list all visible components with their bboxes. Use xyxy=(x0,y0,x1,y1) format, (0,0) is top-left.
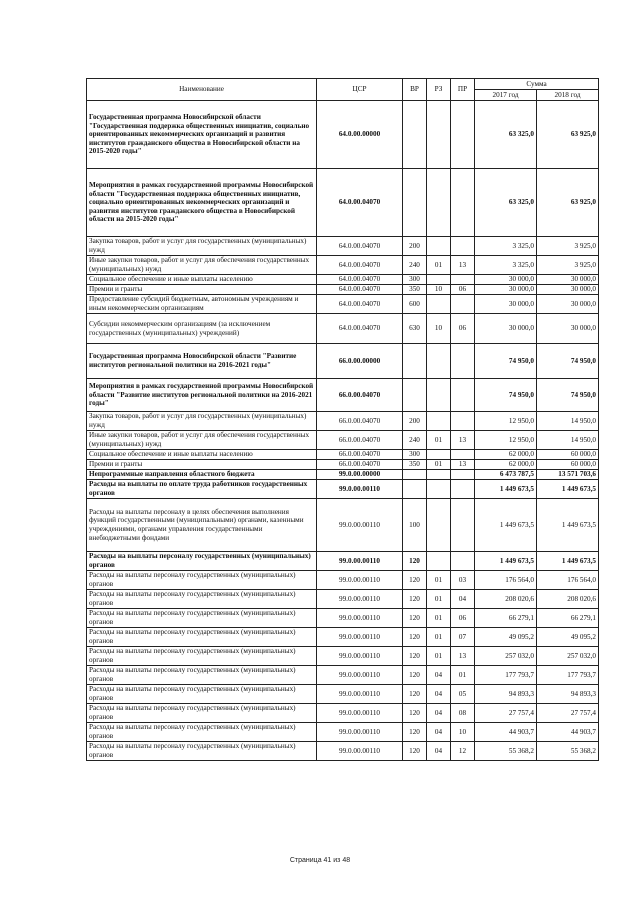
row-sum-2018: 1 449 673,5 xyxy=(537,552,599,571)
row-vr: 120 xyxy=(403,685,427,704)
row-rz: 01 xyxy=(427,609,451,628)
table-body xyxy=(87,101,599,761)
row-name: Премии и гранты xyxy=(87,285,317,295)
table-row xyxy=(87,344,599,379)
row-rz xyxy=(427,499,451,552)
row-sum-2018: 208 020,6 xyxy=(537,590,599,609)
row-sum-2017: 27 757,4 xyxy=(475,704,537,723)
row-sum-2017: 62 000,0 xyxy=(475,460,537,470)
row-pr xyxy=(451,295,475,314)
row-sum-2018: 14 950,0 xyxy=(537,431,599,450)
row-vr: 600 xyxy=(403,295,427,314)
row-name: Премии и гранты xyxy=(87,460,317,470)
row-pr xyxy=(451,344,475,379)
row-sum-2018: 74 950,0 xyxy=(537,379,599,412)
row-csr-code: 99.0.00.00110 xyxy=(317,723,403,742)
row-rz: 04 xyxy=(427,704,451,723)
table-row xyxy=(87,666,599,685)
row-vr: 350 xyxy=(403,460,427,470)
row-pr: 05 xyxy=(451,685,475,704)
budget-table xyxy=(86,78,599,761)
row-pr xyxy=(451,499,475,552)
row-vr: 120 xyxy=(403,571,427,590)
row-rz: 04 xyxy=(427,666,451,685)
row-pr: 06 xyxy=(451,285,475,295)
row-sum-2017: 74 950,0 xyxy=(475,344,537,379)
row-pr: 12 xyxy=(451,742,475,761)
table-row xyxy=(87,742,599,761)
row-sum-2018: 66 279,1 xyxy=(537,609,599,628)
row-sum-2017: 66 279,1 xyxy=(475,609,537,628)
row-pr: 08 xyxy=(451,704,475,723)
row-rz xyxy=(427,275,451,285)
row-sum-2017: 1 449 673,5 xyxy=(475,552,537,571)
row-name: Иные закупки товаров, работ и услуг для обеспечения государственных (муниципальных) нужд xyxy=(87,431,317,450)
row-sum-2018: 30 000,0 xyxy=(537,314,599,344)
row-csr-code: 64.0.00.00000 xyxy=(317,101,403,169)
row-sum-2018: 257 032,0 xyxy=(537,647,599,666)
row-pr xyxy=(451,379,475,412)
row-sum-2017: 44 903,7 xyxy=(475,723,537,742)
page-footer: Страница 41 из 48 xyxy=(289,857,351,864)
row-sum-2018: 94 893,3 xyxy=(537,685,599,704)
header-sum: Сумма xyxy=(475,79,599,90)
row-rz xyxy=(427,344,451,379)
row-sum-2017: 62 000,0 xyxy=(475,450,537,460)
row-vr: 300 xyxy=(403,450,427,460)
row-vr xyxy=(403,169,427,237)
row-csr-code: 99.0.00.00110 xyxy=(317,590,403,609)
table-row xyxy=(87,685,599,704)
row-sum-2018: 3 925,0 xyxy=(537,237,599,256)
row-sum-2018: 60 000,0 xyxy=(537,450,599,460)
row-rz: 01 xyxy=(427,460,451,470)
row-vr: 120 xyxy=(403,742,427,761)
table-row xyxy=(87,431,599,450)
row-csr-code: 66.0.00.04070 xyxy=(317,412,403,431)
row-name: Расходы на выплаты персоналу государственных (муниципальных) органов xyxy=(87,742,317,761)
row-name: Расходы на выплаты персоналу государственных (муниципальных) органов xyxy=(87,666,317,685)
row-sum-2018: 44 903,7 xyxy=(537,723,599,742)
row-rz: 01 xyxy=(427,628,451,647)
row-name: Расходы на выплаты персоналу государственных (муниципальных) органов xyxy=(87,647,317,666)
row-vr: 630 xyxy=(403,314,427,344)
row-sum-2018: 1 449 673,5 xyxy=(537,499,599,552)
row-sum-2018: 3 925,0 xyxy=(537,256,599,275)
table-row xyxy=(87,723,599,742)
row-sum-2017: 177 793,7 xyxy=(475,666,537,685)
row-sum-2017: 30 000,0 xyxy=(475,275,537,285)
row-vr xyxy=(403,379,427,412)
table-row xyxy=(87,237,599,256)
row-sum-2017: 1 449 673,5 xyxy=(475,480,537,499)
row-vr: 240 xyxy=(403,431,427,450)
row-name: Субсидии некоммерческим организациям (за исключением государственных (муниципальных) учреждений) xyxy=(87,314,317,344)
row-rz xyxy=(427,237,451,256)
row-sum-2017: 3 325,0 xyxy=(475,237,537,256)
table-row xyxy=(87,412,599,431)
table-row xyxy=(87,470,599,480)
row-sum-2017: 12 950,0 xyxy=(475,412,537,431)
row-pr xyxy=(451,552,475,571)
row-sum-2017: 63 325,0 xyxy=(475,169,537,237)
row-csr-code: 99.0.00.00000 xyxy=(317,470,403,480)
row-vr: 120 xyxy=(403,609,427,628)
row-sum-2018: 60 000,0 xyxy=(537,460,599,470)
row-sum-2018: 14 950,0 xyxy=(537,412,599,431)
row-sum-2018: 13 571 703,6 xyxy=(537,470,599,480)
row-csr-code: 99.0.00.00110 xyxy=(317,647,403,666)
header-year-2018: 2018 год xyxy=(537,90,599,101)
row-sum-2017: 74 950,0 xyxy=(475,379,537,412)
row-name: Закупка товаров, работ и услуг для государственных (муниципальных) нужд xyxy=(87,237,317,256)
row-pr: 13 xyxy=(451,256,475,275)
row-vr: 120 xyxy=(403,723,427,742)
table-row xyxy=(87,480,599,499)
row-pr xyxy=(451,450,475,460)
row-sum-2018: 1 449 673,5 xyxy=(537,480,599,499)
row-rz: 04 xyxy=(427,723,451,742)
row-sum-2017: 30 000,0 xyxy=(475,285,537,295)
row-name: Расходы на выплаты персоналу государственных (муниципальных) органов xyxy=(87,628,317,647)
row-sum-2017: 208 020,6 xyxy=(475,590,537,609)
row-sum-2018: 55 368,2 xyxy=(537,742,599,761)
row-csr-code: 66.0.00.04070 xyxy=(317,431,403,450)
table-row xyxy=(87,450,599,460)
header-year-2017: 2017 год xyxy=(475,90,537,101)
table-row xyxy=(87,314,599,344)
row-name: Мероприятия в рамках государственной программы Новосибирской области "Государственная поддержка общественных инициатив, социально ориентированных некоммерческих организаций и развития институтов гражданского общества в Новосибирской области на 2015-2020 годы" xyxy=(87,169,317,237)
row-csr-code: 64.0.00.04070 xyxy=(317,275,403,285)
table-row xyxy=(87,275,599,285)
row-sum-2017: 6 473 787,5 xyxy=(475,470,537,480)
row-sum-2017: 3 325,0 xyxy=(475,256,537,275)
row-csr-code: 66.0.00.04070 xyxy=(317,379,403,412)
row-pr: 01 xyxy=(451,666,475,685)
table-row xyxy=(87,590,599,609)
row-csr-code: 99.0.00.00110 xyxy=(317,552,403,571)
row-name: Расходы на выплаты персоналу государственных (муниципальных) органов xyxy=(87,685,317,704)
row-vr: 200 xyxy=(403,412,427,431)
row-name: Расходы на выплаты персоналу государственных (муниципальных) органов xyxy=(87,552,317,571)
row-vr: 200 xyxy=(403,237,427,256)
header-pr: ПР xyxy=(451,79,475,101)
row-csr-code: 66.0.00.04070 xyxy=(317,460,403,470)
row-csr-code: 99.0.00.00110 xyxy=(317,571,403,590)
row-name: Предоставление субсидий бюджетным, автономным учреждениям и иным некоммерческим организациям xyxy=(87,295,317,314)
row-pr xyxy=(451,480,475,499)
row-vr: 120 xyxy=(403,647,427,666)
row-name: Закупка товаров, работ и услуг для государственных (муниципальных) нужд xyxy=(87,412,317,431)
row-sum-2018: 30 000,0 xyxy=(537,295,599,314)
table-row xyxy=(87,609,599,628)
row-pr: 10 xyxy=(451,723,475,742)
row-sum-2017: 30 000,0 xyxy=(475,314,537,344)
row-sum-2018: 177 793,7 xyxy=(537,666,599,685)
row-sum-2018: 63 925,0 xyxy=(537,101,599,169)
row-rz: 01 xyxy=(427,647,451,666)
row-rz xyxy=(427,552,451,571)
row-vr xyxy=(403,480,427,499)
row-pr xyxy=(451,470,475,480)
row-vr xyxy=(403,344,427,379)
row-csr-code: 66.0.00.00000 xyxy=(317,344,403,379)
row-pr xyxy=(451,237,475,256)
row-pr: 13 xyxy=(451,460,475,470)
row-vr xyxy=(403,470,427,480)
row-sum-2017: 49 095,2 xyxy=(475,628,537,647)
row-pr: 13 xyxy=(451,647,475,666)
table-row xyxy=(87,295,599,314)
row-vr: 120 xyxy=(403,590,427,609)
row-pr xyxy=(451,169,475,237)
table-row xyxy=(87,628,599,647)
row-name: Расходы на выплаты персоналу государственных (муниципальных) органов xyxy=(87,609,317,628)
row-name: Государственная программа Новосибирской области "Государственная поддержка общественных инициатив, социально ориентированных некоммерческих организаций и развития институтов гражданского общества в Новосибирской области на 2015-2020 годы" xyxy=(87,101,317,169)
row-rz: 10 xyxy=(427,285,451,295)
table-row xyxy=(87,101,599,169)
row-sum-2018: 63 925,0 xyxy=(537,169,599,237)
row-name: Расходы на выплаты персоналу государственных (муниципальных) органов xyxy=(87,590,317,609)
row-sum-2017: 257 032,0 xyxy=(475,647,537,666)
row-csr-code: 99.0.00.00110 xyxy=(317,609,403,628)
row-sum-2018: 30 000,0 xyxy=(537,275,599,285)
row-pr xyxy=(451,412,475,431)
header-vr: ВР xyxy=(403,79,427,101)
row-pr: 06 xyxy=(451,609,475,628)
row-pr: 07 xyxy=(451,628,475,647)
row-vr: 350 xyxy=(403,285,427,295)
row-rz: 01 xyxy=(427,571,451,590)
row-vr: 240 xyxy=(403,256,427,275)
table-row xyxy=(87,285,599,295)
row-vr: 120 xyxy=(403,666,427,685)
row-pr: 04 xyxy=(451,590,475,609)
row-pr xyxy=(451,101,475,169)
table-row xyxy=(87,647,599,666)
row-csr-code: 99.0.00.00110 xyxy=(317,628,403,647)
row-sum-2017: 94 893,3 xyxy=(475,685,537,704)
table-header xyxy=(87,79,599,101)
row-rz xyxy=(427,101,451,169)
row-sum-2017: 63 325,0 xyxy=(475,101,537,169)
row-csr-code: 64.0.00.04070 xyxy=(317,285,403,295)
table-row xyxy=(87,460,599,470)
table-row xyxy=(87,571,599,590)
table-row xyxy=(87,704,599,723)
row-name: Расходы на выплаты по оплате труда работников государственных органов xyxy=(87,480,317,499)
row-sum-2017: 30 000,0 xyxy=(475,295,537,314)
table-row xyxy=(87,169,599,237)
table-row xyxy=(87,256,599,275)
row-name: Расходы на выплаты персоналу государственных (муниципальных) органов xyxy=(87,723,317,742)
row-csr-code: 64.0.00.04070 xyxy=(317,295,403,314)
row-sum-2018: 176 564,0 xyxy=(537,571,599,590)
row-pr: 13 xyxy=(451,431,475,450)
row-name: Социальное обеспечение и иные выплаты населению xyxy=(87,275,317,285)
row-rz: 01 xyxy=(427,590,451,609)
row-sum-2018: 27 757,4 xyxy=(537,704,599,723)
row-csr-code: 66.0.00.04070 xyxy=(317,450,403,460)
table-row xyxy=(87,552,599,571)
row-sum-2018: 49 095,2 xyxy=(537,628,599,647)
row-rz: 04 xyxy=(427,685,451,704)
row-rz: 01 xyxy=(427,431,451,450)
row-csr-code: 99.0.00.00110 xyxy=(317,742,403,761)
row-vr xyxy=(403,101,427,169)
row-csr-code: 99.0.00.00110 xyxy=(317,499,403,552)
row-vr: 100 xyxy=(403,499,427,552)
row-rz xyxy=(427,379,451,412)
row-name: Мероприятия в рамках государственной программы Новосибирской области "Развитие институтов региональной политики на 2016-2021 годы" xyxy=(87,379,317,412)
row-vr: 120 xyxy=(403,704,427,723)
row-name: Расходы на выплаты персоналу государственных (муниципальных) органов xyxy=(87,704,317,723)
row-csr-code: 99.0.00.00110 xyxy=(317,704,403,723)
row-rz xyxy=(427,295,451,314)
row-rz xyxy=(427,169,451,237)
row-name: Расходы на выплаты персоналу в целях обеспечения выполнения функций государственными (муниципальными) органами, казенными учреждениями, органами управления государственными внебюджетными фондами xyxy=(87,499,317,552)
header-rz: РЗ xyxy=(427,79,451,101)
row-csr-code: 64.0.00.04070 xyxy=(317,314,403,344)
row-rz: 10 xyxy=(427,314,451,344)
row-vr: 120 xyxy=(403,552,427,571)
row-vr: 300 xyxy=(403,275,427,285)
row-name: Иные закупки товаров, работ и услуг для обеспечения государственных (муниципальных) нужд xyxy=(87,256,317,275)
row-name: Непрограммные направления областного бюджета xyxy=(87,470,317,480)
row-csr-code: 99.0.00.00110 xyxy=(317,480,403,499)
row-name: Государственная программа Новосибирской области "Развитие институтов региональной политики на 2016-2021 годы" xyxy=(87,344,317,379)
row-csr-code: 99.0.00.00110 xyxy=(317,685,403,704)
row-sum-2018: 30 000,0 xyxy=(537,285,599,295)
row-vr: 120 xyxy=(403,628,427,647)
row-rz xyxy=(427,470,451,480)
row-sum-2018: 74 950,0 xyxy=(537,344,599,379)
row-csr-code: 64.0.00.04070 xyxy=(317,237,403,256)
row-sum-2017: 1 449 673,5 xyxy=(475,499,537,552)
row-rz xyxy=(427,412,451,431)
row-rz xyxy=(427,450,451,460)
row-name: Расходы на выплаты персоналу государственных (муниципальных) органов xyxy=(87,571,317,590)
table-row xyxy=(87,499,599,552)
table-row xyxy=(87,379,599,412)
row-pr xyxy=(451,275,475,285)
row-csr-code: 64.0.00.04070 xyxy=(317,169,403,237)
row-sum-2017: 12 950,0 xyxy=(475,431,537,450)
row-pr: 03 xyxy=(451,571,475,590)
header-csr: ЦСР xyxy=(317,79,403,101)
row-pr: 06 xyxy=(451,314,475,344)
row-csr-code: 99.0.00.00110 xyxy=(317,666,403,685)
row-sum-2017: 176 564,0 xyxy=(475,571,537,590)
row-rz: 04 xyxy=(427,742,451,761)
row-rz xyxy=(427,480,451,499)
header-name: Наименование xyxy=(87,79,317,101)
row-name: Социальное обеспечение и иные выплаты населению xyxy=(87,450,317,460)
row-rz: 01 xyxy=(427,256,451,275)
row-sum-2017: 55 368,2 xyxy=(475,742,537,761)
row-csr-code: 64.0.00.04070 xyxy=(317,256,403,275)
